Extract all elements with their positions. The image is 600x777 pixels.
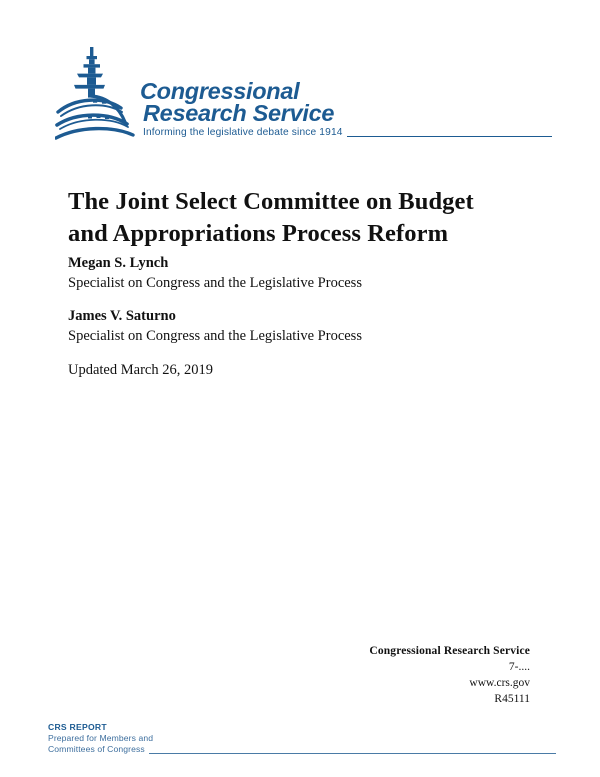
author-role: Specialist on Congress and the Legislative Process [68,328,362,344]
author-entry [68,254,498,293]
crs-report-label: CRS REPORT [48,722,107,732]
footer [48,722,568,762]
footer-divider [149,753,556,754]
imprint-block [369,643,530,707]
author-list [68,254,498,380]
imprint-organization: Congressional Research Service [369,645,530,657]
author-role: Specialist on Congress and the Legislative Process [68,275,362,291]
crs-wordmark [140,80,334,124]
imprint-website[interactable]: www.crs.gov [469,677,530,689]
page-title: The Joint Select Committee on Budget and Appropriations Process Reform [68,188,474,248]
masthead-divider [347,136,552,137]
capitol-dome-icon [55,46,147,140]
author-entry [68,307,498,346]
imprint-phone: 7-.... [508,661,530,673]
wordmark-line-1: Congressional [140,78,300,104]
wordmark-line-2: Research Service [143,100,335,126]
footer-subtitle-line-1: Prepared for Members and [48,733,154,743]
updated-date: Updated March 26, 2019 [68,362,213,378]
footer-subtitle-line-2: Committees of Congress [48,743,145,754]
masthead-tagline: Informing the legislative debate since 1914 [143,127,343,138]
author-name: Megan S. Lynch [68,255,169,271]
author-name: James V. Saturno [68,308,176,324]
imprint-report-number: R45111 [494,693,530,705]
masthead [0,0,600,150]
